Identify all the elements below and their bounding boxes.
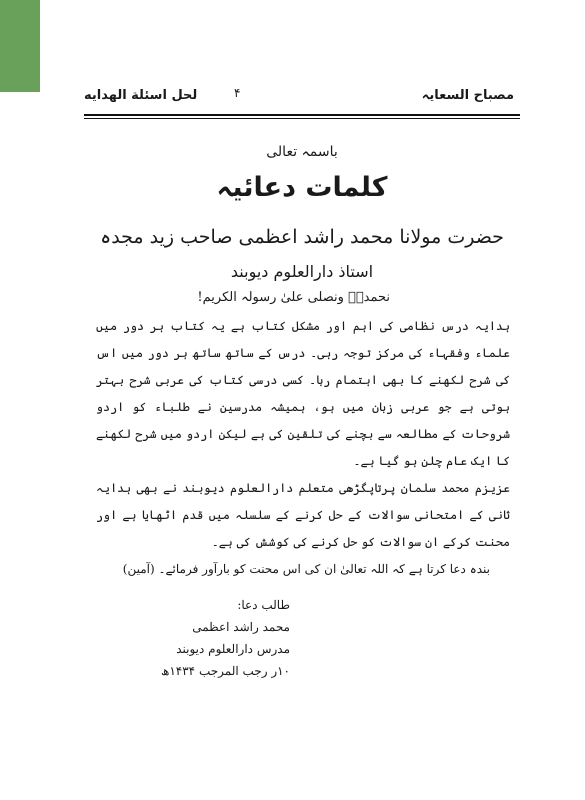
dua-line: بندہ دعا کرتا ہے کہ اللہ تعالیٰ ان کی اس محنت کو بارآور فرمائے۔ (آمین) — [122, 562, 490, 576]
body-text — [96, 290, 510, 580]
bismihi: باسمہ تعالی — [266, 144, 338, 160]
header-rule-thin — [84, 118, 520, 119]
signature-block — [150, 594, 290, 682]
page-number: ۴ — [234, 86, 241, 100]
header-rule — [84, 114, 520, 116]
author-name: حضرت مولانا محمد راشد اعظمی صاحب زید مجدہ — [100, 226, 504, 248]
signature-label: طالب دعا: — [237, 598, 290, 612]
green-edge-strip — [0, 0, 40, 92]
author-role: استاذ دارالعلوم دیوبند — [230, 262, 374, 281]
book-title: مصباح السعایہ — [421, 88, 514, 103]
paragraph-1: ہدایہ درس نظامی کی اہم اور مشکل کتاب ہے یہ کتاب ہر دور میں علماء وفقہاء کی مرکز توجہ رہی۔ درس کے ساتھ ساتھ ہر دور میں اس کی شرح لکھنے کا بھی اہتمام رہا۔ کسی درسی کتاب کی عربی شرح بہتر ہوتی ہے جو عربی زبان میں ہو، ہمیشہ مدرسین نے طلباء کو اردو شروحات کے مطالعہ سے بچنے کی تلقین کی ہے لیکن اردو میں شرح لکھنے کا ایک عام چلن ہو گیا ہے۔ — [96, 319, 510, 468]
signature-name: محمد راشد اعظمی — [192, 620, 290, 634]
running-header — [84, 88, 514, 114]
opening-line: نحمدہٗ ونصلی علیٰ رسولہ الکریم! — [197, 290, 390, 305]
signature-date: ۱۰ر رجب المرجب ۱۴۳۴ھ — [160, 664, 290, 678]
signature-position: مدرس دارالعلوم دیوبند — [176, 642, 290, 656]
book-subtitle: لحل اسئلة الهدایه — [84, 88, 198, 103]
page-title: کلمات دعائیہ — [216, 172, 388, 203]
paragraph-2: عزیزم محمد سلمان پرتاپگڑھی متعلم دارالعلوم دیوبند نے بھی ہدایہ ثانی کے امتحانی سوالات کے حل کرنے کے سلسلہ میں قدم اٹھایا ہے اور محنت کرکے ان سوالات کو حل کرنے کی کوشش کی ہے۔ — [96, 481, 510, 549]
